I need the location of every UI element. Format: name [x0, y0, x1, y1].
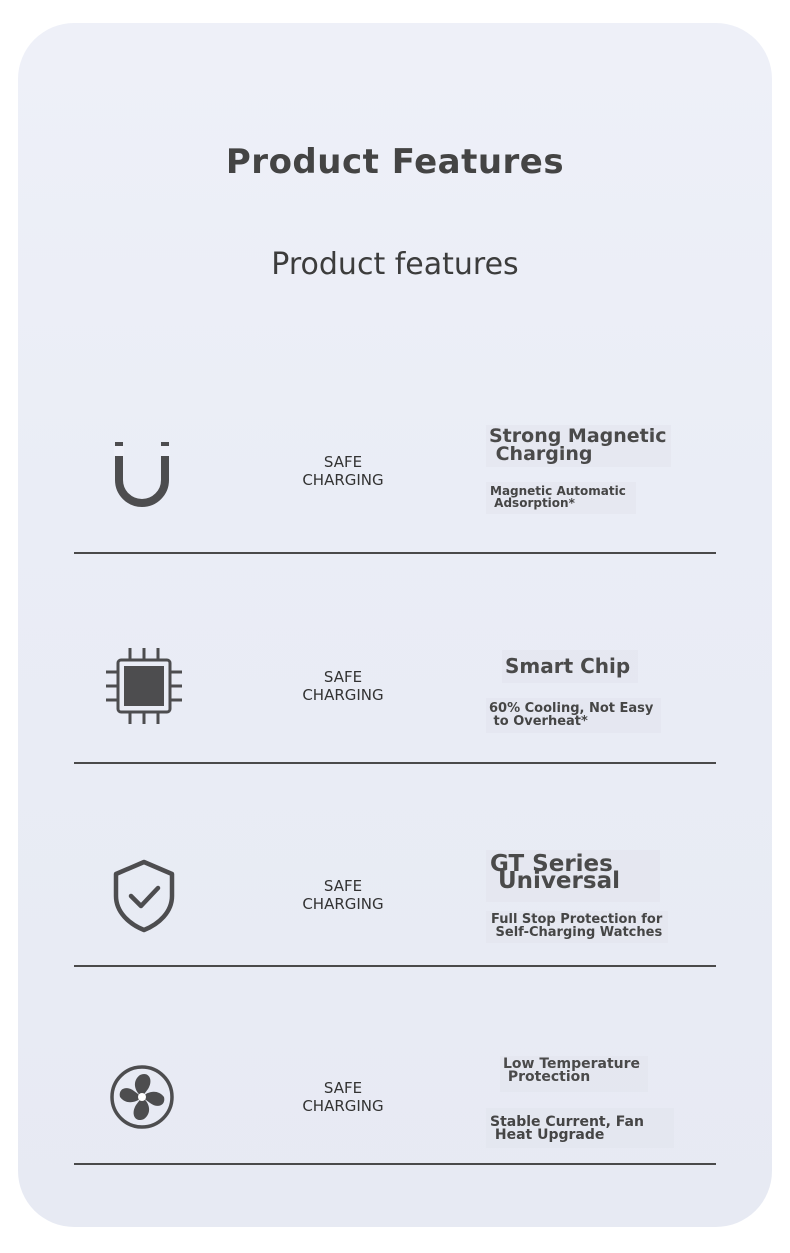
feature-title: Strong Magnetic Charging: [486, 425, 671, 467]
row-divider: [74, 1163, 716, 1165]
feature-row-gt-series: [74, 764, 716, 967]
safe-charging-label: SAFE CHARGING: [302, 453, 384, 489]
feature-title: GT Series Universal: [486, 850, 660, 902]
feature-description: Full Stop Protection for Self-Charging Watches: [486, 911, 668, 943]
feature-description: Stable Current, Fan Heat Upgrade: [486, 1108, 674, 1148]
feature-row-magnetic: [74, 400, 716, 554]
feature-title: Smart Chip: [502, 650, 638, 683]
page-title: Product Features: [225, 142, 565, 182]
page-subtitle: Product features: [271, 247, 519, 282]
feature-description: 60% Cooling, Not Easy to Overheat*: [486, 698, 661, 733]
shield-check-icon: [104, 856, 184, 936]
chip-icon: [104, 646, 184, 726]
feature-title: Low Temperature Protection: [500, 1056, 648, 1092]
feature-row-smart-chip: [74, 554, 716, 764]
fan-icon: [102, 1057, 182, 1137]
safe-charging-label: SAFE CHARGING: [302, 877, 384, 913]
feature-description: Magnetic Automatic Adsorption*: [486, 482, 636, 514]
feature-row-low-temperature: [74, 967, 716, 1165]
safe-charging-label: SAFE CHARGING: [302, 668, 384, 704]
safe-charging-label: SAFE CHARGING: [302, 1079, 384, 1115]
magnet-icon: [102, 432, 182, 512]
